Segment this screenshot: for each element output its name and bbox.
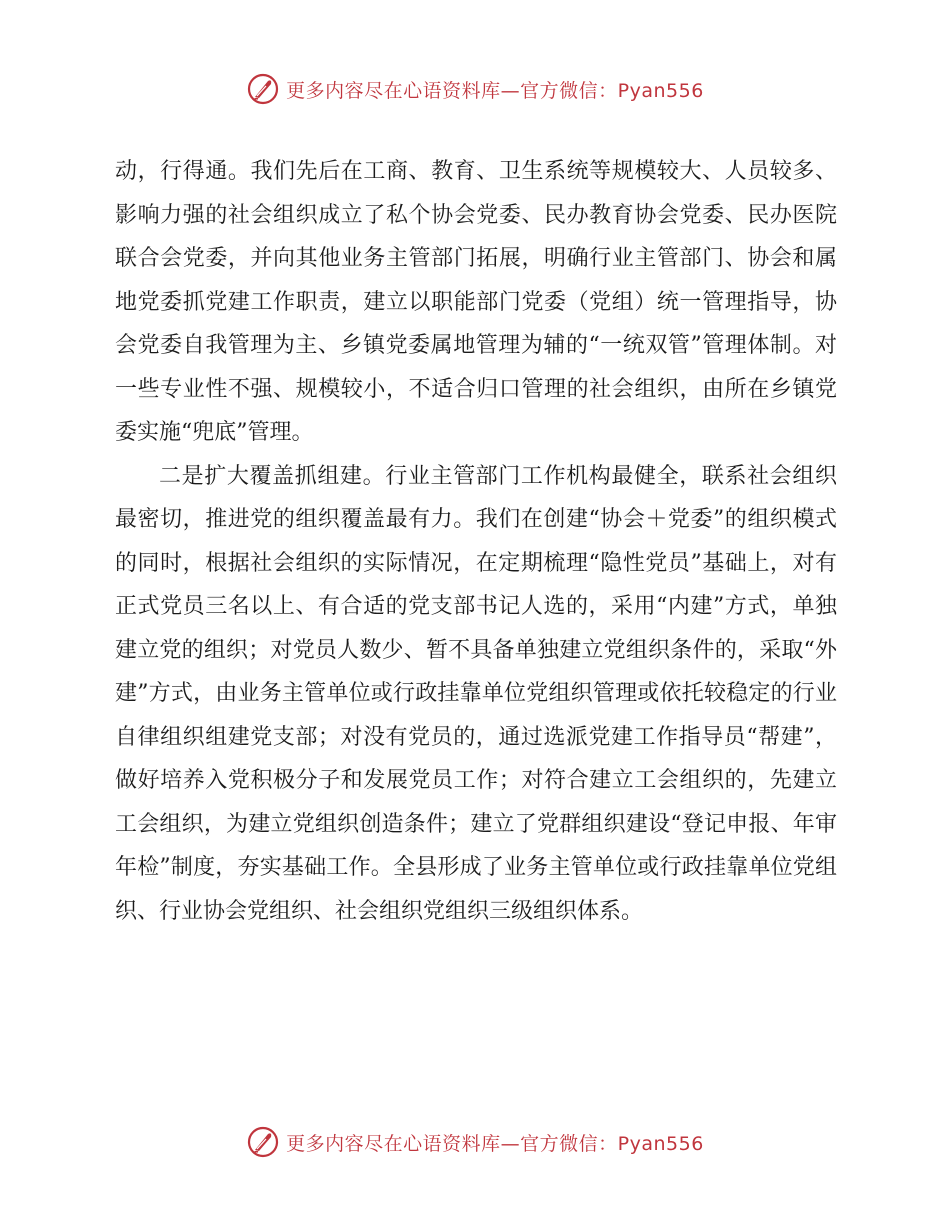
body-paragraph: 二是扩大覆盖抓组建。行业主管部门工作机构最健全，联系社会组织最密切，推进党的组织覆盖最有力。我们在创建“协会＋党委”的组织模式的同时，根据社会组织的实际情况，在定期梳理“隐性党员”基础上，对有正式党员三名以上、有合适的党支部书记人选的，采用“内建”方式，单独建立党的组织；对党员人数少、暂不具备单独建立党组织条件的，采取“外建”方式，由业务主管单位或行政挂靠单位党组织管理或依托较稳定的行业自律组织组建党支部；对没有党员的，通过选派党建工作指导员“帮建”，做好培养入党积极分子和发展党员工作；对符合建立工会组织的，先建立工会组织，为建立党组织创造条件；建立了党群组织建设“登记申报、年审年检”制度，夯实基础工作。全县形成了业务主管单位或行政挂靠单位党组织、行业协会党组织、社会组织党组织三级组织体系。: [115, 463, 837, 924]
body-paragraph: 动，行得通。我们先后在工商、教育、卫生系统等规模较大、人员较多、影响力强的社会组织成立了私个协会党委、民办教育协会党委、民办医院联合会党委，并向其他业务主管部门拓展，明确行业主管部门、协会和属地党委抓党建工作职责，建立以职能部门党委（党组）统一管理指导，协会党委自我管理为主、乡镇党委属地管理为辅的“一统双管”管理体制。对一些专业性不强、规模较小，不适合归口管理的社会组织，由所在乡镇党委实施“兜底”管理。: [115, 159, 837, 445]
document-body: [115, 150, 837, 933]
footer-banner: [0, 1122, 950, 1162]
banner-text: 更多内容尽在心语资料库—官方微信：Pyan556: [286, 79, 704, 102]
header-banner: [0, 69, 950, 109]
banner-text: 更多内容尽在心语资料库—官方微信：Pyan556: [286, 1132, 704, 1155]
quill-logo-icon: [246, 72, 280, 106]
quill-logo-icon: [246, 1125, 280, 1159]
